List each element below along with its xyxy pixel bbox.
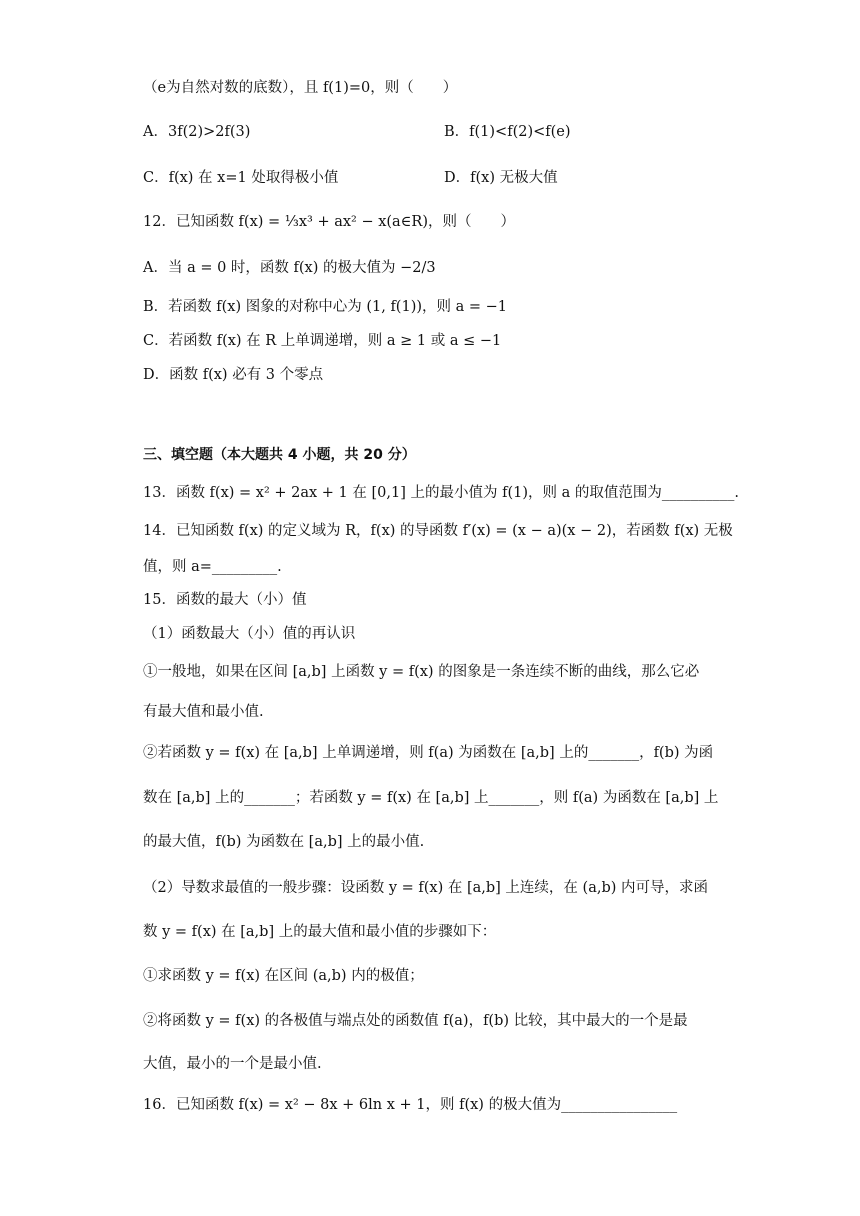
q12-option-d: D．函数 f(x) 必有 3 个零点 xyxy=(143,367,324,383)
q11-option-d: D．f(x) 无极大值 xyxy=(444,170,558,186)
q15-sub1-title: （1）函数最大（小）值的再认识 xyxy=(143,626,356,642)
q12-option-b: B．若函数 f(x) 图象的对称中心为 (1, f(1))，则 a = −1 xyxy=(143,299,507,315)
q15-p2-line2: 数在 [a,b] 上的_______；若函数 y = f(x) 在 [a,b] 上_______，则 f(a) 为函数在 [a,b] 上 xyxy=(143,790,719,806)
q15-sub2-line2: 数 y = f(x) 在 [a,b] 上的最大值和最小值的步骤如下： xyxy=(143,924,497,940)
q15-p2-line1: ②若函数 y = f(x) 在 [a,b] 上单调递增，则 f(a) 为函数在 [a,b] 上的_______，f(b) 为函 xyxy=(143,745,714,761)
q14-line2: 值，则 a=_________. xyxy=(143,559,282,575)
q15-p1-line1: ①一般地，如果在区间 [a,b] 上函数 y = f(x) 的图象是一条连续不断的曲线，那么它必 xyxy=(143,664,700,680)
section-3-title: 三、填空题（本大题共 4 小题，共 20 分） xyxy=(143,447,416,463)
q15-step2-line1: ②将函数 y = f(x) 的各极值与端点处的函数值 f(a)，f(b) 比较，其中最大的一个是最 xyxy=(143,1013,688,1029)
q16-text: 16．已知函数 f(x) = x² − 8x + 6ln x + 1，则 f(x) 的极大值为________________ xyxy=(143,1097,678,1113)
q15-title: 15．函数的最大（小）值 xyxy=(143,592,307,608)
q12-option-a: A．当 a = 0 时，函数 f(x) 的极大值为 −2/3 xyxy=(143,260,436,276)
q11-stem-tail: （e为自然对数的底数），且 f(1)=0，则（ ） xyxy=(143,80,458,96)
q11-option-b: B．f(1)<f(2)<f(e) xyxy=(444,124,571,140)
q11-option-c: C．f(x) 在 x=1 处取得极小值 xyxy=(143,170,339,186)
q15-sub2-line1: （2）导数求最值的一般步骤：设函数 y = f(x) 在 [a,b] 上连续，在 (a,b) 内可导，求函 xyxy=(143,880,708,896)
q12-option-c: C．若函数 f(x) 在 R 上单调递增，则 a ≥ 1 或 a ≤ −1 xyxy=(143,333,502,349)
q15-step1: ①求函数 y = f(x) 在区间 (a,b) 内的极值； xyxy=(143,968,424,984)
q13-text: 13．函数 f(x) = x² + 2ax + 1 在 [0,1] 上的最小值为 f(1)，则 a 的取值范围为__________. xyxy=(143,485,739,501)
q15-step2-line2: 大值，最小的一个是最小值. xyxy=(143,1056,322,1072)
q15-p1-line2: 有最大值和最小值. xyxy=(143,704,264,720)
q14-line1: 14．已知函数 f(x) 的定义域为 R，f(x) 的导函数 f′(x) = (x − a)(x − 2)，若函数 f(x) 无极 xyxy=(143,523,733,539)
q15-p2-line3: 的最大值，f(b) 为函数在 [a,b] 上的最小值. xyxy=(143,834,425,850)
q12-stem: 12．已知函数 f(x) = ⅓x³ + ax² − x(a∈R)，则（ ） xyxy=(143,214,515,230)
q11-option-a: A．3f(2)>2f(3) xyxy=(143,124,251,140)
